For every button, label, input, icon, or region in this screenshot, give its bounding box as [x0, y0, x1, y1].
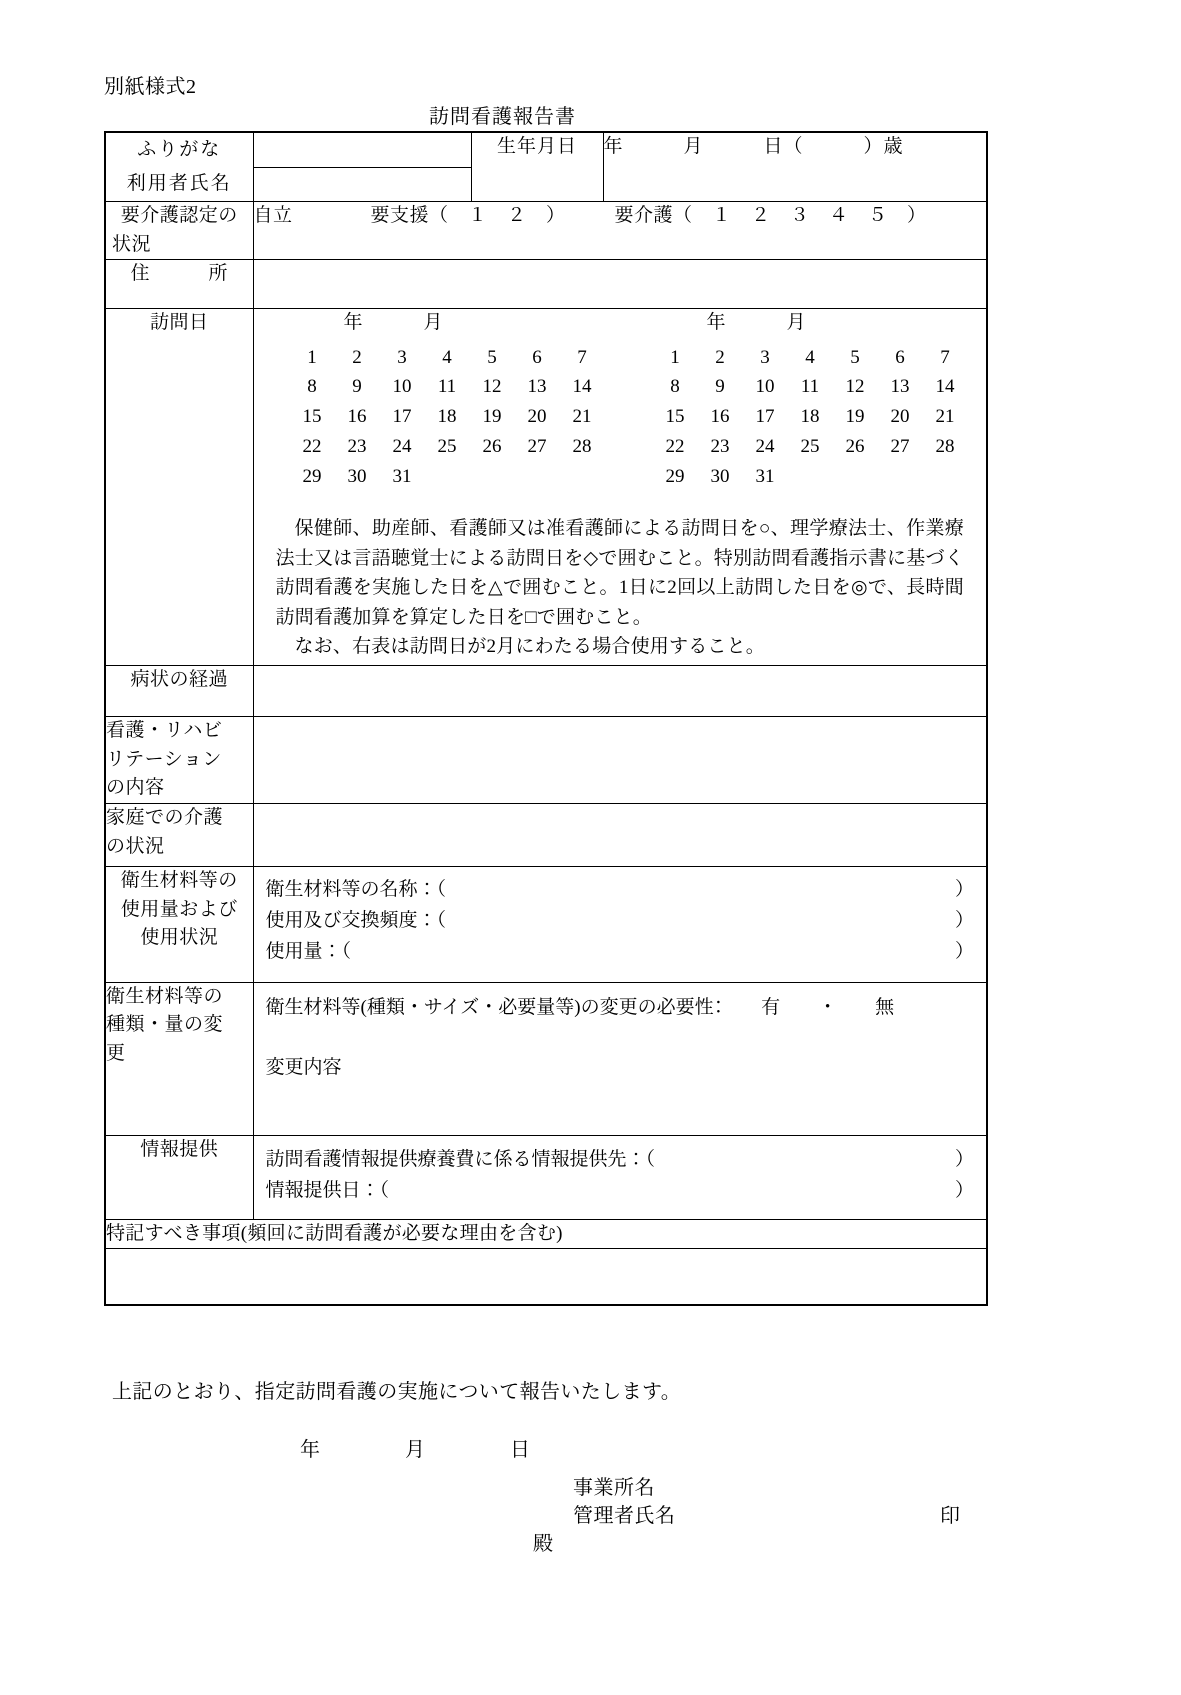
- nursing-label-cell: [105, 717, 253, 804]
- supplies-change-necessity[interactable]: 衛生材料等(種類・サイズ・必要量等)の変更の必要性： 有 ・ 無: [265, 996, 895, 1018]
- calendar-day[interactable]: 19: [845, 406, 865, 427]
- supplies-frequency-label: 使用及び交換頻度：（: [265, 910, 447, 932]
- calendar-first-header: 年 月: [343, 312, 444, 333]
- calendar-first-month[interactable]: [290, 309, 605, 488]
- care-level-options[interactable]: 自立 要支援（ １ ２ ） 要介護（ １ ２ ３ ４ ５ ）: [253, 202, 987, 260]
- calendar-day[interactable]: 10: [755, 376, 775, 398]
- furigana-divider: [254, 167, 471, 168]
- calendar-day[interactable]: 5: [850, 346, 860, 368]
- supplies-usage-fields[interactable]: [253, 867, 987, 982]
- calendar-day[interactable]: 15: [665, 406, 685, 427]
- calendar-day[interactable]: 22: [302, 435, 322, 457]
- seal-label: 印: [940, 1505, 960, 1527]
- calendar-second-grid[interactable]: [653, 346, 968, 489]
- calendar-day[interactable]: 21: [572, 406, 592, 427]
- home-care-label-line2: の状況: [106, 835, 165, 857]
- calendar-day[interactable]: 31: [392, 465, 412, 487]
- supplies-name-label: 衛生材料等の名称：（: [265, 879, 447, 901]
- form-number: 別紙様式2: [104, 76, 197, 98]
- calendar-note-2: なお、右表は訪問日が2月にわたる場合使用すること。: [294, 636, 766, 657]
- calendar-day[interactable]: 23: [710, 435, 730, 457]
- care-level-label-cell: [105, 202, 253, 260]
- calendar-day[interactable]: 4: [805, 346, 815, 368]
- nursing-report-table: [104, 131, 988, 1306]
- calendar-day[interactable]: 28: [935, 435, 955, 457]
- calendar-day[interactable]: 20: [890, 406, 910, 427]
- calendar-day[interactable]: 13: [527, 376, 547, 398]
- calendar-day[interactable]: 10: [392, 376, 412, 398]
- name-input-cell[interactable]: [253, 132, 471, 202]
- calendar-day[interactable]: 14: [935, 376, 955, 398]
- progress-label: 病状の経過: [105, 666, 253, 717]
- calendar-first-grid[interactable]: [290, 346, 605, 489]
- calendar-second-month[interactable]: [653, 309, 968, 488]
- calendar-day[interactable]: 11: [437, 376, 457, 398]
- visit-day-calendar-cell: [253, 309, 987, 666]
- supplies-change-label-line1: 衛生材料等の: [106, 985, 224, 1007]
- calendar-second-header: 年 月: [706, 312, 807, 333]
- calendar-note-1: 保健師、助産師、看護師又は准看護師による訪問日を○、理学療法士、作業療法士又は言語聴覚士による訪問日を◇で囲むこと。特別訪問看護指示書に基づく訪問看護を実施した日を△で囲むこと。1日に2回以上訪問した日を◎で、長時間訪問看護加算を算定した日を□で囲むこと。: [275, 518, 964, 628]
- user-name-label: 利用者氏名: [126, 172, 232, 194]
- calendar-day[interactable]: 30: [710, 465, 730, 487]
- dob-label: 生年月日: [471, 132, 603, 202]
- calendar-day[interactable]: 25: [800, 435, 820, 457]
- calendar-day[interactable]: 1: [307, 346, 317, 368]
- calendar-day[interactable]: 31: [755, 465, 775, 487]
- supplies-amount-field[interactable]: [266, 937, 975, 968]
- furigana-label: ふりがな: [137, 138, 222, 160]
- supplies-frequency-field[interactable]: [266, 906, 975, 937]
- calendar-day[interactable]: 6: [895, 346, 905, 368]
- supplies-change-content-label: 変更内容: [265, 1057, 342, 1079]
- calendar-day[interactable]: 17: [755, 406, 775, 427]
- calendar-day[interactable]: 5: [487, 346, 497, 368]
- calendar-day[interactable]: 25: [437, 435, 457, 457]
- table-row-supplies-change: [105, 982, 987, 1135]
- calendar-day[interactable]: 13: [890, 376, 910, 398]
- supplies-usage-label-line3: 使用状況: [140, 927, 219, 949]
- progress-input-cell[interactable]: [253, 666, 987, 717]
- supplies-name-field[interactable]: [266, 875, 975, 906]
- calendar-day[interactable]: 26: [845, 435, 865, 457]
- calendar-day[interactable]: 16: [347, 406, 367, 427]
- supplies-usage-label-line2: 使用量および: [120, 898, 238, 920]
- calendar-day[interactable]: 8: [307, 376, 317, 398]
- calendar-day[interactable]: 28: [572, 435, 592, 457]
- nursing-label-line2: リテーション: [106, 748, 222, 770]
- report-date-field[interactable]: 年 月 日: [300, 1439, 531, 1461]
- table-row-visit-days: [105, 309, 987, 666]
- calendar-day[interactable]: 11: [800, 376, 820, 398]
- address-label: 住 所: [105, 260, 253, 309]
- calendar-day[interactable]: 30: [347, 465, 367, 487]
- info-label: 情報提供: [105, 1135, 253, 1219]
- calendar-day[interactable]: 22: [665, 435, 685, 457]
- calendar-day[interactable]: 17: [392, 406, 412, 427]
- page-title: 訪問看護報告書: [429, 106, 576, 128]
- calendar-day[interactable]: 2: [715, 346, 725, 368]
- nursing-label-line1: 看護・リハビ: [106, 720, 223, 742]
- calendar-day[interactable]: 19: [482, 406, 502, 427]
- supplies-usage-label-cell: [105, 867, 253, 982]
- home-care-label-cell: [105, 804, 253, 867]
- info-date-label: 情報提供日：（: [265, 1179, 390, 1201]
- office-name-label: 事業所名: [573, 1477, 655, 1499]
- address-input-cell[interactable]: [253, 260, 987, 309]
- calendar-day[interactable]: 15: [302, 406, 322, 427]
- calendar-day[interactable]: 14: [572, 376, 592, 398]
- table-row-address: [105, 260, 987, 309]
- notes-label: 特記すべき事項(頻回に訪問看護が必要な理由を含む): [105, 1219, 987, 1249]
- table-row-home-care: [105, 804, 987, 867]
- table-row-nursing: [105, 717, 987, 804]
- table-row-progress: [105, 666, 987, 717]
- supplies-amount-close-paren: ）: [954, 940, 974, 962]
- addressee-honorific: 殿: [533, 1533, 553, 1555]
- calendar-day[interactable]: 9: [352, 376, 362, 398]
- calendar-day[interactable]: 16: [710, 406, 730, 427]
- nursing-label-line3: の内容: [106, 777, 165, 799]
- calendar-day[interactable]: 24: [392, 435, 412, 457]
- info-provision-fields[interactable]: [253, 1135, 987, 1219]
- supplies-change-label-cell: [105, 982, 253, 1135]
- supplies-change-label-line3: 更: [106, 1042, 126, 1064]
- calendar-day[interactable]: 2: [352, 346, 362, 368]
- name-label-cell: [105, 132, 253, 202]
- calendar-day[interactable]: 18: [800, 406, 820, 427]
- supplies-change-fields[interactable]: [253, 982, 987, 1135]
- supplies-amount-label: 使用量：（: [265, 940, 352, 962]
- dob-value-field[interactable]: 年 月 日（ ）歳: [603, 132, 987, 202]
- info-destination-label: 訪問看護情報提供療養費に係る情報提供先：（: [265, 1148, 656, 1170]
- calendar-day[interactable]: 24: [755, 435, 775, 457]
- calendar-day[interactable]: 12: [482, 376, 502, 398]
- info-date-field[interactable]: [266, 1176, 975, 1207]
- visit-day-label: 訪問日: [105, 309, 253, 666]
- calendar-day[interactable]: 7: [940, 346, 950, 368]
- table-row-supplies-usage: [105, 867, 987, 982]
- calendar-day[interactable]: 27: [527, 435, 547, 457]
- care-level-label-line2: 状況: [112, 233, 152, 255]
- calendar-day[interactable]: 21: [935, 406, 955, 427]
- home-care-label-line1: 家庭での介護: [106, 807, 224, 829]
- table-row-notes-body: [105, 1249, 987, 1305]
- supplies-usage-label-line1: 衛生材料等の: [120, 870, 238, 892]
- calendar-day[interactable]: 23: [347, 435, 367, 457]
- calendar-day[interactable]: 4: [442, 346, 452, 368]
- calendar-day[interactable]: 29: [665, 465, 685, 487]
- notes-input-cell[interactable]: [105, 1249, 987, 1305]
- home-care-input-cell[interactable]: [253, 804, 987, 867]
- manager-name-label: 管理者氏名: [573, 1505, 676, 1527]
- table-row-notes-header: [105, 1219, 987, 1249]
- calendar-day[interactable]: 1: [670, 346, 680, 368]
- report-statement: 上記のとおり、指定訪問看護の実施について報告いたします。: [112, 1381, 682, 1403]
- table-row-info-provision: [105, 1135, 987, 1219]
- calendar-instructions: [276, 514, 965, 661]
- calendar-day[interactable]: 20: [527, 406, 547, 427]
- care-level-label-line1: 要介護認定の: [120, 205, 238, 226]
- calendar-day[interactable]: 26: [482, 435, 502, 457]
- calendar-day[interactable]: 27: [890, 435, 910, 457]
- info-destination-close-paren: ）: [954, 1148, 974, 1170]
- supplies-frequency-close-paren: ）: [954, 910, 974, 932]
- calendar-day[interactable]: 29: [302, 465, 322, 487]
- calendar-day[interactable]: 7: [577, 346, 587, 368]
- nursing-input-cell[interactable]: [253, 717, 987, 804]
- supplies-change-label-line2: 種類・量の変: [106, 1014, 224, 1036]
- info-destination-field[interactable]: [266, 1145, 975, 1176]
- calendar-day[interactable]: 18: [437, 406, 457, 427]
- calendar-day[interactable]: 8: [670, 376, 680, 398]
- calendar-day[interactable]: 12: [845, 376, 865, 398]
- calendar-day[interactable]: 6: [532, 346, 542, 368]
- calendar-day[interactable]: 3: [397, 346, 407, 368]
- supplies-name-close-paren: ）: [954, 879, 974, 901]
- table-row-care-level: [105, 202, 987, 260]
- table-row-name: [105, 132, 987, 202]
- info-date-close-paren: ）: [954, 1179, 974, 1201]
- calendar-day[interactable]: 3: [760, 346, 770, 368]
- calendar-day[interactable]: 9: [715, 376, 725, 398]
